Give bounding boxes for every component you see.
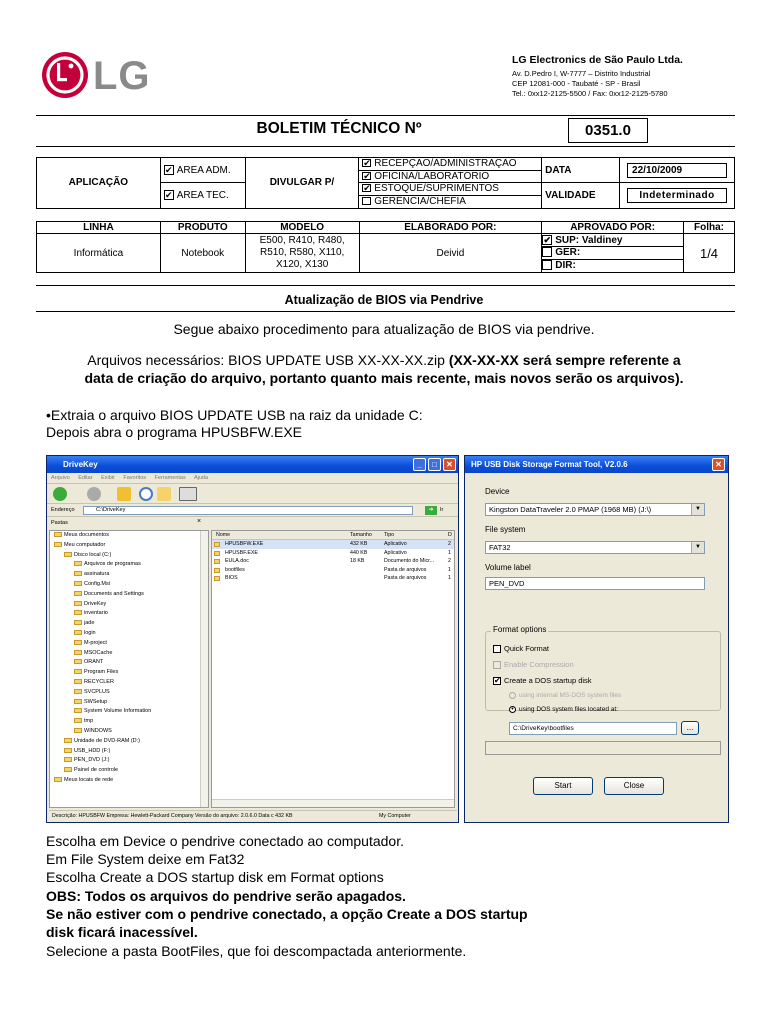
chevron-down-icon[interactable]: ▼ bbox=[691, 504, 704, 515]
menu-ajuda[interactable]: Ajuda bbox=[193, 475, 209, 481]
chevron-down-icon[interactable]: ▼ bbox=[691, 542, 704, 553]
views-icon[interactable] bbox=[179, 487, 197, 501]
close-icon[interactable]: ✕ bbox=[443, 458, 456, 471]
doc-title: BOLETIM TÉCNICO Nº bbox=[256, 120, 422, 137]
go-arrow-icon[interactable]: ➜ bbox=[425, 506, 437, 515]
address-line-1: Av. D.Pedro I, W-7777 – Distrito Industrial bbox=[512, 69, 651, 78]
divider bbox=[36, 146, 735, 147]
last-line: Selecione a pasta BootFiles, que foi descompactada anteriormente. bbox=[46, 943, 467, 959]
folder-icon bbox=[74, 610, 82, 615]
progress-bar bbox=[485, 741, 721, 755]
address-line-3: Tel.: 0xx12-2125-5500 / Fax: 0xx12-2125-5780 bbox=[512, 89, 668, 98]
format-options-label: Format options bbox=[493, 625, 547, 634]
folder-icon bbox=[54, 532, 62, 537]
tree-item[interactable]: DriveKey bbox=[50, 600, 208, 610]
divider bbox=[36, 311, 735, 312]
menu-editar[interactable]: Editar bbox=[78, 475, 93, 481]
linha-value: Informática bbox=[37, 234, 161, 273]
tree-item[interactable]: Disco local (C:) bbox=[50, 551, 208, 561]
file-icon bbox=[214, 559, 220, 564]
aprovado-list: ✔ SUP: Valdiney GER: DIR: bbox=[542, 234, 684, 273]
file-row[interactable]: EULA.doc 18 KB Documento do Micr... 2 bbox=[212, 557, 454, 566]
explorer-window bbox=[46, 455, 459, 823]
intro-text: Segue abaixo procedimento para atualização de BIOS via pendrive. bbox=[173, 321, 595, 337]
produto-value: Notebook bbox=[160, 234, 245, 273]
back-icon[interactable] bbox=[53, 487, 67, 501]
obs-line-1: OBS: Todos os arquivos do pendrive serão apagados. bbox=[46, 888, 406, 904]
menu-arquivo[interactable]: Arquivo bbox=[51, 475, 70, 481]
validade-cell bbox=[620, 183, 735, 208]
tree-item[interactable]: Painel de controle bbox=[50, 766, 208, 776]
volume-label: Volume label bbox=[485, 563, 531, 572]
file-row[interactable]: BIOS Pasta de arquivos 1 bbox=[212, 574, 454, 583]
step-open: Depois abra o programa HPUSBFW.EXE bbox=[46, 424, 302, 440]
after-line-3: Escolha Create a DOS startup disk em Format options bbox=[46, 869, 384, 885]
address-input[interactable]: C:\DriveKey bbox=[83, 506, 413, 515]
checkbox[interactable]: ✔ bbox=[164, 190, 173, 201]
folder-icon bbox=[64, 748, 72, 753]
file-row[interactable]: HPUSBF.EXE 440 KB Aplicativo 1 bbox=[212, 549, 454, 558]
folder-icon bbox=[74, 571, 82, 576]
tree-item[interactable]: tmp bbox=[50, 717, 208, 727]
file-icon bbox=[214, 542, 220, 547]
section-title: Atualização de BIOS via Pendrive bbox=[284, 293, 484, 307]
checkbox[interactable]: ✔ bbox=[164, 164, 173, 175]
device-select[interactable]: Kingston DataTraveler 2.0 PMAP (1968 MB) (J:\) ▼ bbox=[485, 503, 705, 516]
col-date[interactable]: D bbox=[448, 532, 452, 538]
file-icon bbox=[214, 568, 220, 573]
folder-icon bbox=[64, 552, 72, 557]
tree-item[interactable]: M-project bbox=[50, 639, 208, 649]
volume-input[interactable]: PEN_DVD bbox=[485, 577, 705, 590]
start-button[interactable]: Start bbox=[533, 777, 593, 795]
tree-item[interactable]: Unidade de DVD-RAM (D:) bbox=[50, 737, 208, 747]
search-icon[interactable] bbox=[139, 487, 153, 501]
data-value: 22/10/2009 bbox=[627, 163, 727, 178]
obs-line-3: disk ficará inacessível. bbox=[46, 924, 198, 940]
product-table bbox=[36, 221, 735, 273]
folder-icon bbox=[74, 561, 82, 566]
col-name[interactable]: Nome bbox=[216, 532, 231, 538]
col-linha: LINHA bbox=[37, 222, 161, 234]
col-elaborado: ELABORADO POR: bbox=[359, 222, 542, 234]
go-label[interactable]: Ir bbox=[440, 507, 444, 513]
close-pane-icon[interactable]: × bbox=[197, 518, 202, 525]
obs-line-2: Se não estiver com o pendrive conectado, a opção Create a DOS startup bbox=[46, 906, 528, 922]
forward-icon[interactable] bbox=[87, 487, 101, 501]
checkbox[interactable] bbox=[542, 260, 552, 270]
col-modelo: MODELO bbox=[245, 222, 359, 234]
option-area-tec: ✔ AREA TEC. bbox=[160, 183, 245, 208]
minimize-icon[interactable]: _ bbox=[413, 458, 426, 471]
file-icon bbox=[214, 576, 220, 581]
folder-icon bbox=[54, 542, 62, 547]
folder-icon bbox=[74, 728, 82, 733]
explorer-menubar bbox=[47, 473, 458, 484]
folder-icon bbox=[74, 591, 82, 596]
folder-icon bbox=[74, 669, 82, 674]
close-button[interactable]: Close bbox=[604, 777, 664, 795]
tree-item[interactable]: USB_HDD (F:) bbox=[50, 747, 208, 757]
folder-tree bbox=[49, 530, 209, 808]
data-cell bbox=[620, 158, 735, 183]
folder-icon bbox=[74, 601, 82, 606]
after-line-1: Escolha em Device o pendrive conectado ao computador. bbox=[46, 833, 404, 849]
col-size[interactable]: Tamanho bbox=[350, 532, 372, 538]
folder-icon bbox=[74, 718, 82, 723]
tree-item[interactable]: RECYCLER bbox=[50, 678, 208, 688]
tree-item[interactable]: assinatura bbox=[50, 570, 208, 580]
folder-icon bbox=[74, 581, 82, 586]
dos-path-input[interactable]: C:\DriveKey\bootfiles bbox=[509, 722, 677, 735]
checkbox[interactable]: ✔ bbox=[363, 158, 371, 169]
tree-list bbox=[50, 531, 208, 786]
col-type[interactable]: Tipo bbox=[384, 532, 395, 538]
info-table bbox=[36, 157, 735, 209]
file-row[interactable]: HPUSBFW.EXE 432 KB Aplicativo 2 bbox=[212, 540, 454, 549]
tree-item[interactable]: Program Files bbox=[50, 668, 208, 678]
elaborado-value: Deivid bbox=[359, 234, 542, 273]
logo-text: LG bbox=[93, 54, 151, 98]
col-produto: PRODUTO bbox=[160, 222, 245, 234]
files-line-2: data de criação do arquivo, portanto quanto mais recente, mais novos serão os arquivos). bbox=[84, 370, 684, 386]
checkbox[interactable]: ✔ bbox=[363, 183, 371, 194]
tree-item[interactable]: jade bbox=[50, 619, 208, 629]
maximize-icon[interactable]: □ bbox=[428, 458, 441, 471]
fs-label: File system bbox=[485, 525, 526, 534]
folder-icon bbox=[74, 620, 82, 625]
tree-item[interactable]: SVCPLUS bbox=[50, 688, 208, 698]
up-folder-icon[interactable] bbox=[117, 487, 131, 501]
menu-favoritos[interactable]: Favoritos bbox=[123, 475, 147, 481]
option-area-adm: ✔ AREA ADM. bbox=[160, 158, 245, 183]
quick-format-checkbox[interactable]: Quick Format bbox=[493, 644, 549, 653]
tree-item[interactable]: Config.Msi bbox=[50, 580, 208, 590]
tree-item[interactable]: Meus documentos bbox=[50, 531, 208, 541]
file-list-header bbox=[212, 531, 454, 540]
col-folha: Folha: bbox=[684, 222, 735, 234]
divulgar-options: ✔ RECEPÇÃO/ADMINISTRAÇÃO ✔ OFICINA/LABORATÓRIO ✔ ESTOQUE/SUPRIMENTOS GERÊNCIA/CHEFIA bbox=[359, 158, 542, 209]
explorer-toolbar bbox=[47, 484, 458, 504]
files-line-1: Arquivos necessários: BIOS UPDATE USB XX-XX-XX.zip (XX-XX-XX será sempre referente a bbox=[87, 352, 681, 368]
tree-item[interactable]: WINDOWS bbox=[50, 727, 208, 737]
fs-select[interactable]: FAT32 ▼ bbox=[485, 541, 705, 554]
h-scrollbar[interactable] bbox=[212, 799, 454, 807]
validade-value: Indeterminado bbox=[627, 188, 727, 203]
aplicacao-label: APLICAÇÃO bbox=[37, 158, 161, 209]
folder-icon bbox=[74, 708, 82, 713]
menu-ferramentas[interactable]: Ferramentas bbox=[154, 475, 186, 481]
internal-msdos-radio[interactable]: using internal MS-DOS system files bbox=[509, 692, 621, 699]
folder-icon bbox=[54, 777, 62, 782]
col-aprovado: APROVADO POR: bbox=[542, 222, 684, 234]
menu-exibir[interactable]: Exibir bbox=[101, 475, 115, 481]
file-row[interactable]: bootfiles Pasta de arquivos 1 bbox=[212, 566, 454, 575]
tree-item[interactable]: Arquivos de programas bbox=[50, 560, 208, 570]
create-dos-checkbox[interactable]: ✔ Create a DOS startup disk bbox=[494, 676, 592, 686]
folha-value: 1/4 bbox=[684, 234, 735, 273]
status-computer: My Computer bbox=[379, 813, 411, 819]
tree-item[interactable]: MSOCache bbox=[50, 649, 208, 659]
address-bar: Endereço C:\DriveKey ➜ Ir bbox=[47, 504, 458, 517]
folder-icon bbox=[64, 738, 72, 743]
folder-icon bbox=[74, 659, 82, 664]
checkbox[interactable]: ✔ bbox=[363, 170, 371, 181]
tree-item[interactable]: SWSetup bbox=[50, 698, 208, 708]
doc-number: 0351.0 bbox=[568, 118, 648, 143]
folder-icon bbox=[74, 650, 82, 655]
step-extract: •Extraia o arquivo BIOS UPDATE USB na raiz da unidade C: bbox=[46, 407, 423, 423]
tree-item[interactable]: Meu computador bbox=[50, 541, 208, 551]
tree-item[interactable]: Documents and Settings bbox=[50, 590, 208, 600]
file-list bbox=[211, 530, 455, 808]
address-line-2: CEP 12081-000 - Taubaté - SP - Brasil bbox=[512, 79, 641, 88]
dos-files-radio[interactable]: • using DOS system files located at: bbox=[509, 706, 618, 713]
status-bar: Descrição: HPUSBFW Empresa: Hewlett-Packard Company Versão do arquivo: 2.0.6.0 Data c 432 KB My Computer bbox=[49, 810, 457, 821]
validade-label: VALIDADE bbox=[542, 183, 620, 208]
folders-icon[interactable] bbox=[157, 487, 171, 501]
folder-icon bbox=[74, 630, 82, 635]
checkbox[interactable] bbox=[362, 197, 371, 205]
folder-icon bbox=[74, 689, 82, 694]
checkbox[interactable] bbox=[542, 247, 552, 257]
device-label: Device bbox=[485, 487, 510, 496]
divulgar-label: DIVULGAR P/ bbox=[245, 158, 359, 209]
tree-item[interactable]: login bbox=[50, 629, 208, 639]
compression-checkbox[interactable]: Enable Compression bbox=[493, 660, 574, 669]
tree-item[interactable]: Meus locais de rede bbox=[50, 776, 208, 786]
divider bbox=[36, 115, 735, 116]
modelo-value: E500, R410, R480, R510, R580, X110, X120, X130 bbox=[245, 234, 359, 273]
checkbox[interactable]: ✔ bbox=[543, 234, 551, 245]
tree-item[interactable]: PEN_DVD (J:) bbox=[50, 756, 208, 766]
file-icon bbox=[214, 551, 220, 556]
folder-icon bbox=[64, 757, 72, 762]
scrollbar[interactable] bbox=[200, 531, 208, 807]
tree-item[interactable]: ORANT bbox=[50, 658, 208, 668]
folder-icon bbox=[74, 699, 82, 704]
close-icon[interactable]: ✕ bbox=[712, 458, 725, 471]
hp-format-tool-window bbox=[464, 455, 729, 823]
file-rows bbox=[212, 540, 454, 583]
divider bbox=[36, 285, 735, 286]
folder-icon bbox=[64, 767, 72, 772]
folders-label: Pastas bbox=[51, 520, 68, 526]
browse-button[interactable]: ... bbox=[681, 721, 699, 735]
data-label: DATA bbox=[542, 158, 620, 183]
explorer-titlebar: DriveKey _ □ ✕ bbox=[47, 456, 458, 473]
folder-icon bbox=[74, 640, 82, 645]
folder-icon bbox=[74, 679, 82, 684]
tree-item[interactable]: System Volume Information bbox=[50, 707, 208, 717]
hp-titlebar: HP USB Disk Storage Format Tool, V2.0.6 ✕ bbox=[465, 456, 728, 473]
tree-item[interactable]: inventario bbox=[50, 609, 208, 619]
company-name: LG Electronics de São Paulo Ltda. bbox=[512, 54, 683, 66]
after-line-2: Em File System deixe em Fat32 bbox=[46, 851, 245, 867]
